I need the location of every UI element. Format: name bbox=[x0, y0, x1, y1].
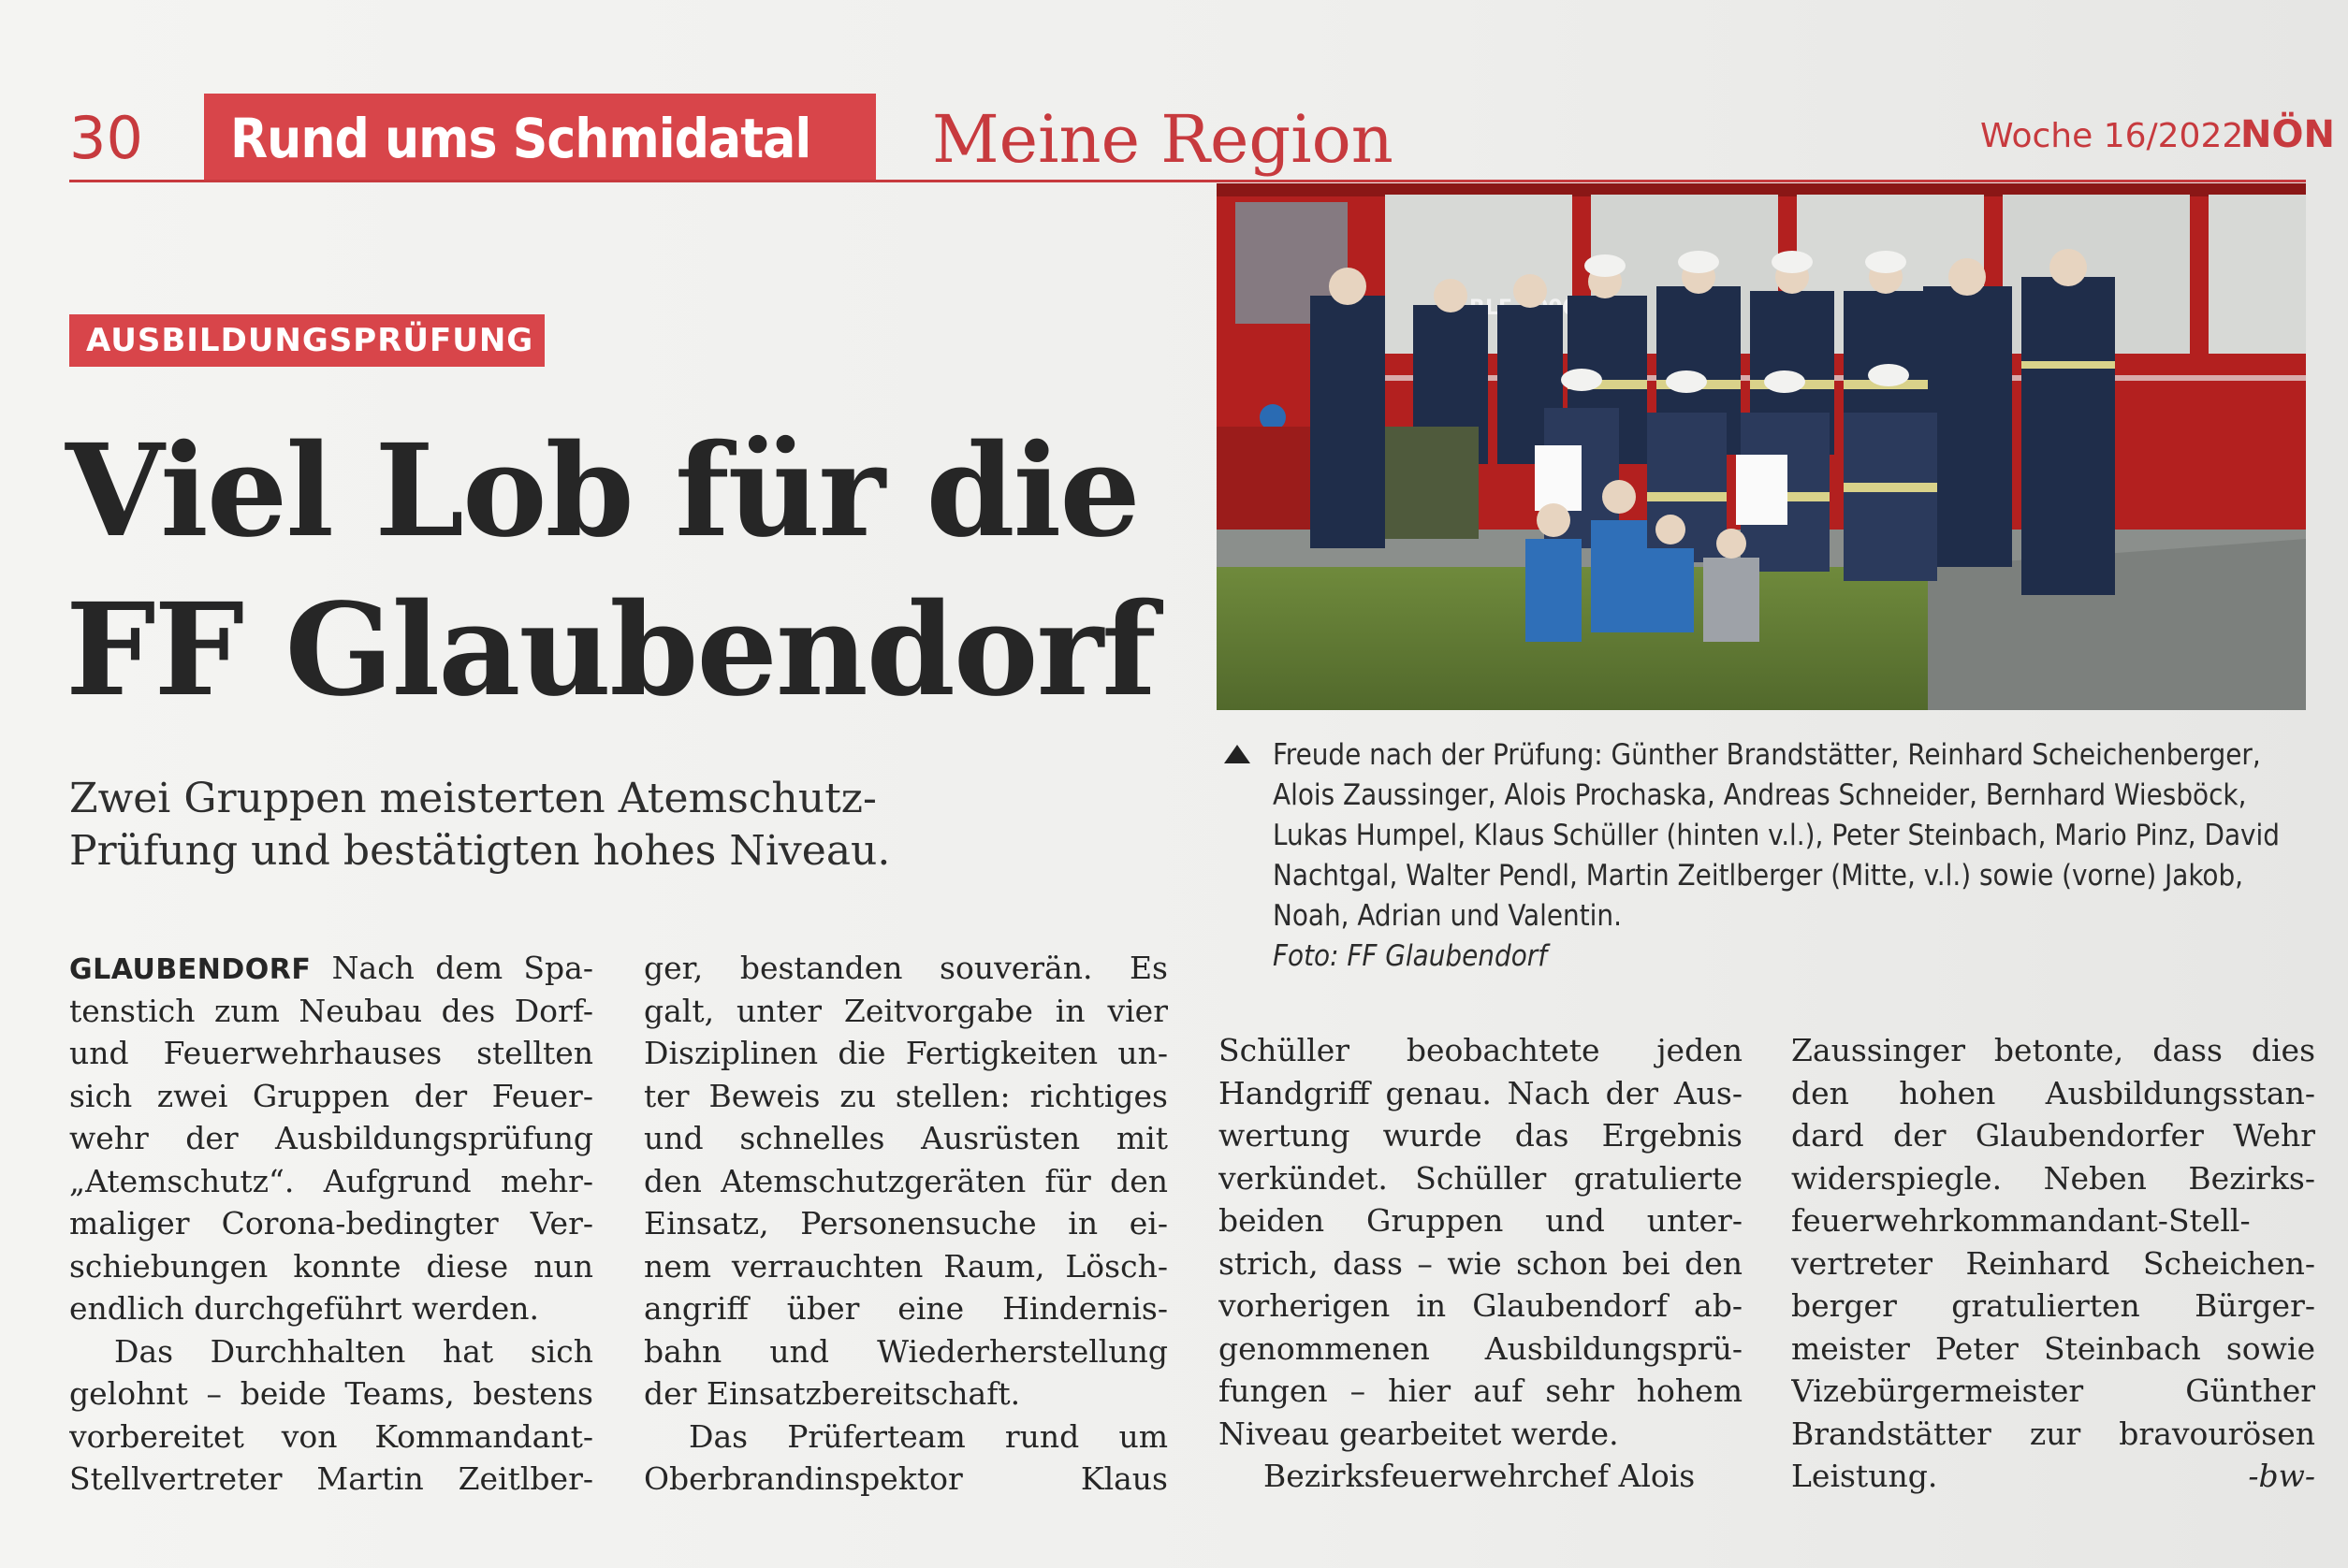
brand-logo: NÖN bbox=[2240, 113, 2335, 156]
text-line bbox=[1791, 1455, 2315, 1498]
text-line: sich zwei Gruppen der Feuer- bbox=[69, 1077, 593, 1114]
text-line: Zaussinger betonte, dass dies bbox=[1791, 1032, 2315, 1068]
text-line bbox=[69, 947, 593, 990]
text-line: Brandstätter zur bravourösen bbox=[1791, 1415, 2315, 1452]
text-line: feuerwehrkommandant-Stell- bbox=[1791, 1202, 2251, 1239]
text-line: Bezirksfeuerwehrchef Alois bbox=[1263, 1458, 1696, 1494]
text-line: Stellvertreter Martin Zeitlber- bbox=[69, 1460, 593, 1497]
headline bbox=[66, 412, 1226, 730]
text-line: berger gratulierten Bürger- bbox=[1791, 1287, 2315, 1324]
photo-caption bbox=[1224, 735, 2310, 977]
text-line: bahn und Wiederherstellung bbox=[644, 1332, 1168, 1370]
text-line: und schnelles Ausrüsten mit bbox=[644, 1120, 1168, 1156]
text-line: Oberbrandinspektor Klaus bbox=[644, 1460, 1168, 1497]
text-line: angriff über eine Hindernis- bbox=[644, 1290, 1168, 1327]
text-line: widerspiegle. Neben Bezirks- bbox=[1791, 1159, 2315, 1197]
lead-line: Prüfung und bestätigten hohes Niveau. bbox=[69, 827, 891, 875]
text-line: galt, unter Zeitvorgabe in vier bbox=[644, 992, 1168, 1029]
text-line: „Atemschutz“. Aufgrund mehr- bbox=[69, 1162, 593, 1199]
text-line: vorherigen in Glaubendorf ab- bbox=[1218, 1287, 1743, 1324]
photo-credit: Foto: FF Glaubendorf bbox=[1273, 939, 1548, 973]
lead-paragraph bbox=[69, 773, 1220, 878]
text-fragment: Leistung. bbox=[1791, 1458, 1938, 1494]
text-line: Das Durchhalten hat sich bbox=[114, 1332, 593, 1370]
caption-line: Nachtgal, Walter Pendl, Martin Zeitlberger (Mitte, v.l.) sowie (vorne) Jakob, bbox=[1273, 859, 2244, 893]
caption-line: Alois Zaussinger, Alois Prochaska, Andreas Schneider, Bernhard Wiesböck, bbox=[1273, 778, 2247, 812]
article-column-3 bbox=[1218, 1029, 1743, 1498]
text-line: nem verrauchten Raum, Lösch- bbox=[644, 1247, 1168, 1285]
text-line: den hohen Ausbildungsstan- bbox=[1791, 1074, 2315, 1111]
text-line: maliger Corona-bedingter Ver- bbox=[69, 1205, 593, 1241]
text-line: wertung wurde das Ergebnis bbox=[1218, 1117, 1743, 1154]
section-title: Rund ums Schmidatal bbox=[230, 107, 811, 170]
text-line: ter Beweis zu stellen: richtiges bbox=[644, 1077, 1168, 1114]
text-line: verkündet. Schüller gratulierte bbox=[1218, 1159, 1743, 1197]
kicker: AUSBILDUNGSPRÜFUNG bbox=[86, 322, 534, 359]
text-line: endlich durchgeführt werden. bbox=[69, 1290, 539, 1327]
text-line: den Atemschutzgeräten für den bbox=[644, 1162, 1168, 1199]
caption-line: Freude nach der Prüfung: Günther Brandstätter, Reinhard Scheichenberger, bbox=[1273, 738, 2261, 772]
text-line: genommenen Ausbildungsprü- bbox=[1218, 1329, 1743, 1367]
text-line: tenstich zum Neubau des Dorf- bbox=[69, 992, 593, 1029]
text-line: ger, bestanden souverän. Es bbox=[644, 950, 1168, 986]
lead-line: Zwei Gruppen meisterten Atemschutz- bbox=[69, 775, 877, 822]
header-divider bbox=[69, 180, 2306, 182]
article-photo bbox=[1217, 183, 2306, 710]
caption-arrow-icon bbox=[1224, 745, 1250, 763]
text-line: beiden Gruppen und unter- bbox=[1218, 1202, 1743, 1239]
vehicle-label: RLF bbox=[1469, 297, 1512, 320]
text-line: schiebungen konnte diese nun bbox=[69, 1247, 593, 1285]
issue-label: Woche 16/2022 bbox=[1980, 117, 2244, 155]
article-column-2 bbox=[644, 947, 1168, 1501]
text-line: Disziplinen die Fertigkeiten un- bbox=[644, 1035, 1168, 1071]
text-line: dard der Glaubendorfer Wehr bbox=[1791, 1117, 2315, 1154]
group-photo-illustration bbox=[1217, 183, 2306, 710]
text-line: vertreter Reinhard Scheichen- bbox=[1791, 1244, 2315, 1282]
caption-line: Noah, Adrian und Valentin. bbox=[1273, 899, 1622, 933]
text-line: Handgriff genau. Nach der Aus- bbox=[1218, 1074, 1743, 1111]
text-line: der Einsatzbereitschaft. bbox=[644, 1375, 1021, 1412]
page-number: 30 bbox=[69, 104, 143, 172]
text-line: strich, dass – wie schon bei den bbox=[1218, 1244, 1743, 1282]
text-line: Das Prüferteam rund um bbox=[689, 1417, 1168, 1455]
text-line: Einsatz, Personensuche in ei- bbox=[644, 1205, 1168, 1241]
text-line: Schüller beobachtete jeden bbox=[1218, 1032, 1743, 1068]
region-title: Meine Region bbox=[932, 101, 1393, 178]
text-line: und Feuerwehrhauses stellten bbox=[69, 1035, 593, 1071]
text-line: Niveau gearbeitet werde. bbox=[1218, 1415, 1619, 1452]
headline-line: FF Glaubendorf bbox=[66, 575, 1155, 725]
author-byline: -bw- bbox=[2248, 1458, 2315, 1494]
text-line: vorbereitet von Kommandant- bbox=[69, 1417, 593, 1455]
text-line: Vizebürgermeister Günther bbox=[1791, 1372, 2315, 1409]
text-line: wehr der Ausbildungsprüfung bbox=[69, 1120, 593, 1156]
article-column-4 bbox=[1791, 1029, 2315, 1498]
caption-line: Lukas Humpel, Klaus Schüller (hinten v.l.), Peter Steinbach, Mario Pinz, David bbox=[1273, 819, 2281, 852]
article-column-1 bbox=[69, 947, 593, 1501]
text-line: gelohnt – beide Teams, bestens bbox=[69, 1375, 593, 1412]
text-fragment: Nach dem Spa- bbox=[311, 950, 593, 986]
headline-line: Viel Lob für die bbox=[66, 416, 1139, 566]
text-line: meister Peter Steinbach sowie bbox=[1791, 1329, 2315, 1367]
text-line: fungen – hier auf sehr hohem bbox=[1218, 1372, 1743, 1409]
dateline: GLAUBENDORF bbox=[69, 953, 312, 986]
